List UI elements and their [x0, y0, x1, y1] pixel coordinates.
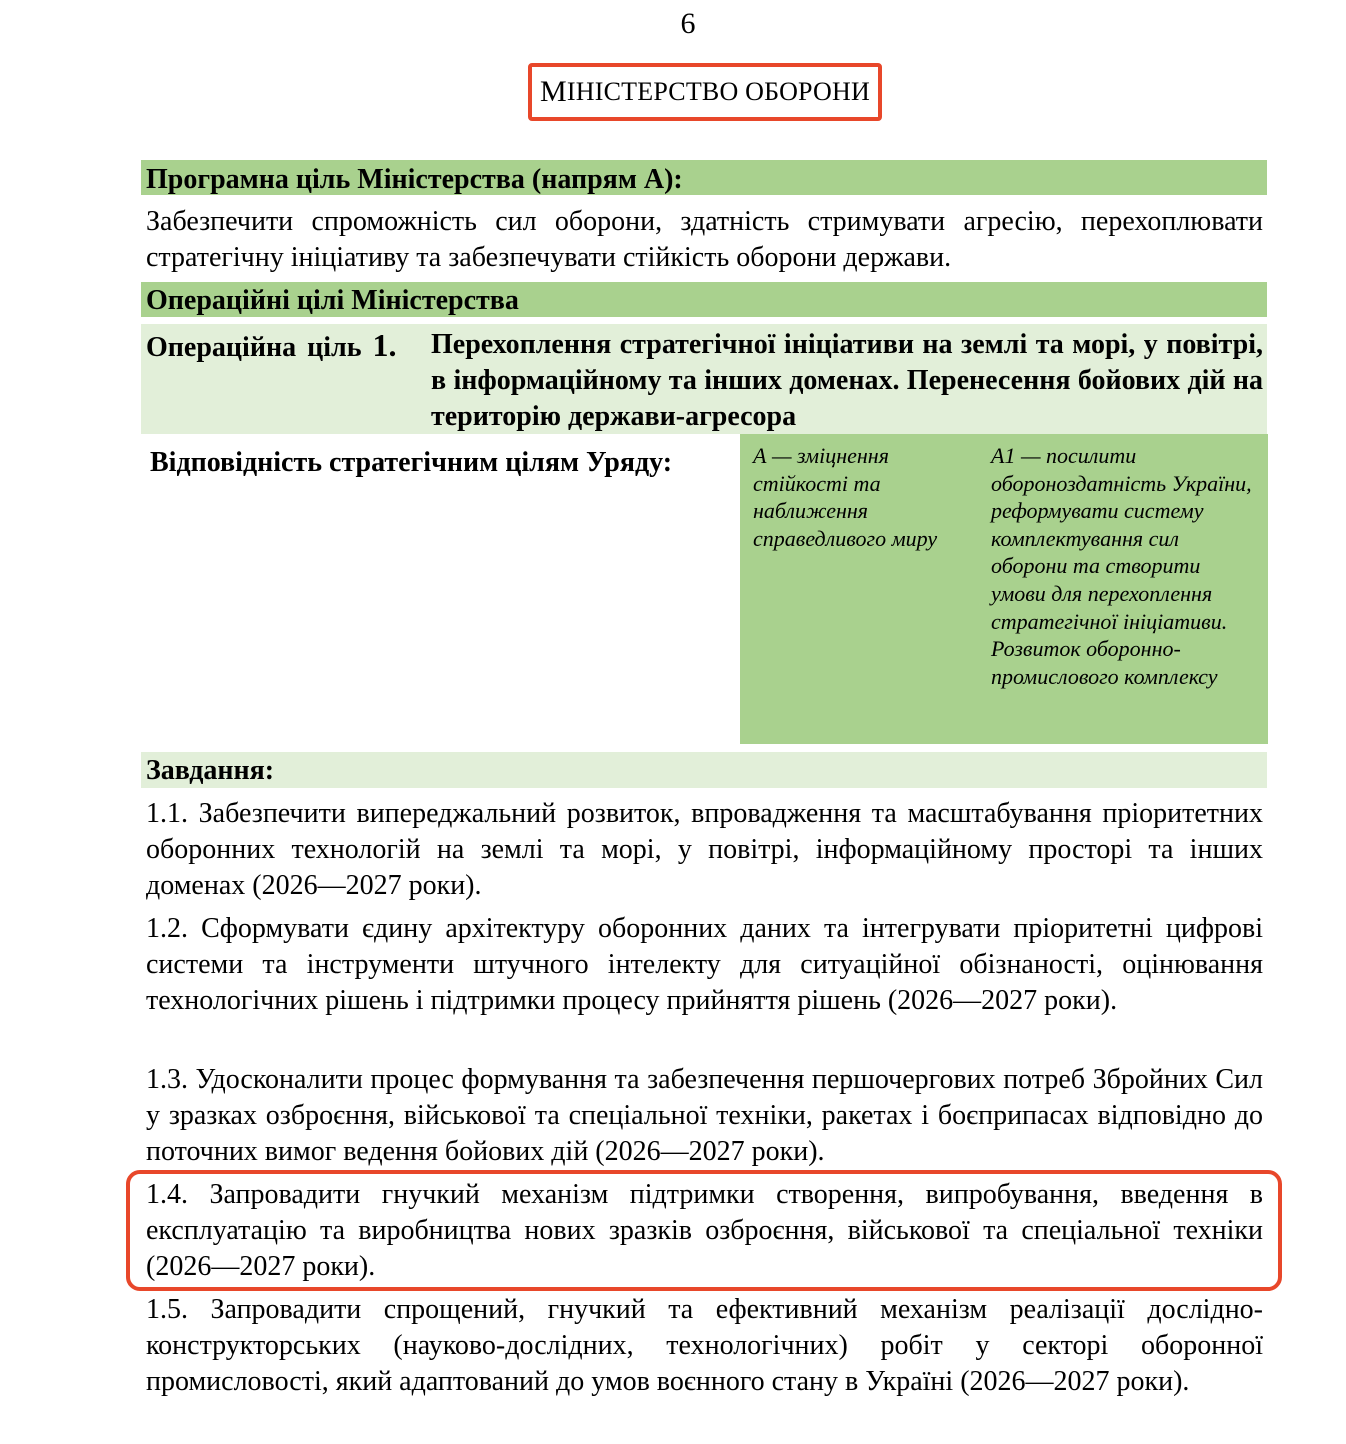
- tasks-heading: Завдання:: [141, 752, 1267, 788]
- program-goal-heading: Програмна ціль Міністерства (напрям А):: [141, 160, 1267, 195]
- task-1-4-highlight-frame: [126, 1170, 1282, 1291]
- task-item-1-2: 1.2. Сформувати єдину архітектуру оборонних даних та інтегрувати пріоритетні цифрові системи та інструменти штучного інтелекту для ситуаційної обізнаності, оцінювання технологічних рішень і підтримки процесу прийняття рішень (2026—2027 роки).: [146, 913, 1263, 1016]
- task-item-1-5: 1.5. Запровадити спрощений, гнучкий та ефективний механізм реалізації дослідно-конструкторських (науково-дослідних, технологічних) робіт у секторі оборонної промисловості, який адаптований до умов воєнного стану в Україні (2026—2027 роки).: [146, 1294, 1263, 1397]
- government-goal-a1: А1 — посилити обороноздатність України, реформувати систему комплектування сил оборони та створити умови для перехоплення стратегічної ініціативи. Розвиток оборонно-промислового комплексу: [991, 443, 1252, 689]
- operational-goal-1-text: Перехоплення стратегічної ініціативи на землі та морі, у повітрі, в інформаційному та інших доменах. Перенесення бойових дій на територію держави-агресора: [431, 329, 1263, 432]
- operational-goal-number: 1.: [372, 327, 397, 363]
- government-goals-label: Відповідність стратегічним цілям Уряду:: [150, 447, 673, 478]
- ministry-title-box: [528, 63, 882, 121]
- task-item-1-4: 1.4. Запровадити гнучкий механізм підтримки створення, випробування, введення в експлуатацію та виробництва нових зразків озброєння, військової та спеціальної техніки (2026—2027 роки).: [146, 1179, 1263, 1282]
- operational-goals-heading: Операційні цілі Міністерства: [141, 282, 1267, 317]
- page-number: 6: [680, 7, 696, 40]
- operational-goal-label-prefix: Операційна ціль: [146, 332, 362, 363]
- government-goal-a: А — зміцнення стійкості та наближення справедливого миру: [753, 443, 938, 551]
- ministry-title-initial: М: [540, 75, 567, 108]
- program-goal-text: Забезпечити спроможність сил оборони, здатність стримувати агресію, перехоплювати стратегічну ініціативу та забезпечувати стійкість оборони держави.: [146, 206, 1263, 273]
- ministry-title-rest: ІНІСТЕРСТВО ОБОРОНИ: [566, 77, 870, 106]
- operational-goal-1-label: [146, 327, 397, 366]
- task-item-1-1: 1.1. Забезпечити випереджальний розвиток, впровадження та масштабування пріоритетних оборонних технологій на землі та морі, у повітрі, інформаційному просторі та інших доменах (2026—2027 роки).: [146, 798, 1263, 901]
- task-item-1-3: 1.3. Удосконалити процес формування та забезпечення першочергових потреб Збройних Сил у зразках озброєння, військової та спеціальної техніки, ракетах і боєприпасах відповідно до поточних вимог ведення бойових дій (2026—2027 роки).: [146, 1064, 1263, 1167]
